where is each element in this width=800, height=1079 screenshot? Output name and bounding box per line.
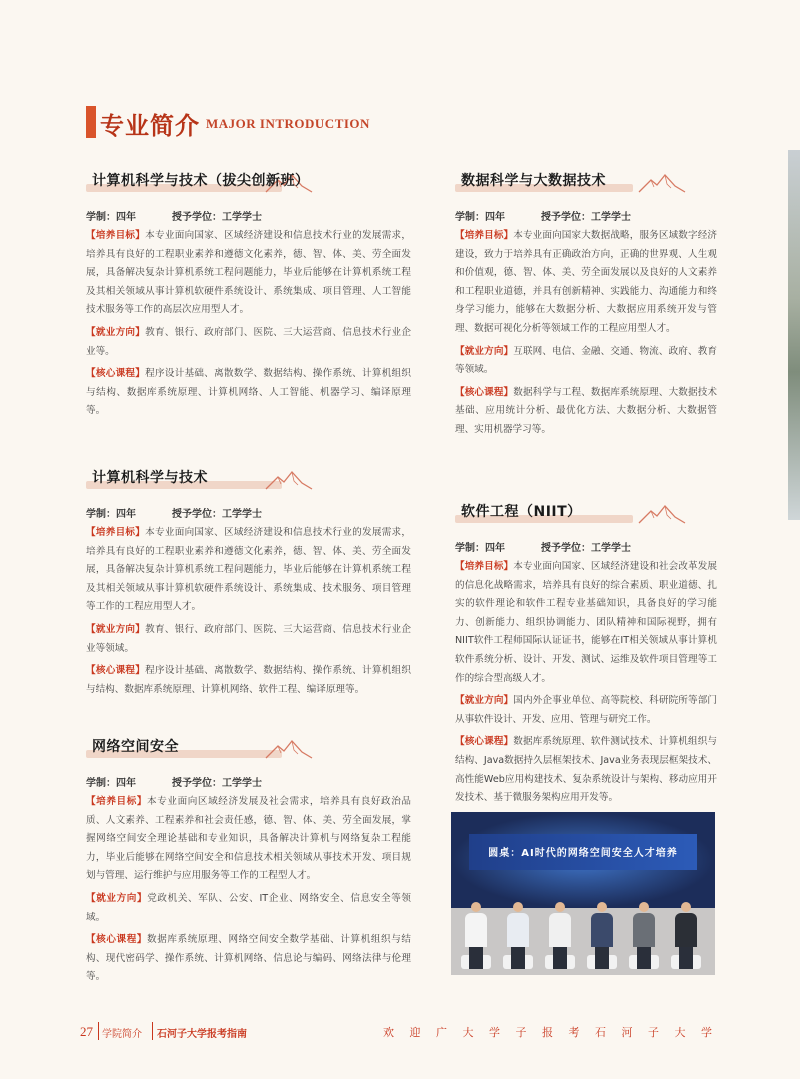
career-paragraph	[86, 621, 411, 658]
goal-tag: 【培养目标】	[86, 796, 148, 807]
panelist-figure	[633, 902, 655, 969]
duration-label: 学制：四年	[86, 212, 136, 223]
section-title: 计算机科学与技术（拔尖创新班）	[92, 173, 310, 189]
goal-text: 本专业面向区域经济发展及社会需求，培养具有良好政治品质、人文素养、工程素养和社会责任感，德、智、体、美、劳全面发展，掌握网络空间安全理论基础和专业知识，具备解决计算机与网络复杂工程能力，毕业后能够在网络空间安全和信息技术相关领域从事技术开发、项目规划与管理、运行维护与应用服务等工作的工程型人才。	[86, 796, 411, 882]
forum-banner-text: 圆桌：AI时代的网络空间安全人才培养	[488, 848, 678, 859]
courses-tag: 【核心课程】	[86, 368, 146, 380]
courses-text: 数据科学与工程、数据库系统原理、大数据技术基础、应用统计分析、最优化方法、大数据分析、大数据管理、实用机器学习等。	[455, 386, 718, 435]
header-title-en: MAJOR INTRODUCTION	[206, 116, 370, 131]
career-text: 互联网、电信、金融、交通、物流、政府、教育等领域。	[455, 345, 718, 376]
career-paragraph	[86, 890, 411, 927]
career-text: 党政机关、军队、公安、IT企业、网络安全、信息安全等领域。	[86, 892, 411, 923]
courses-text: 程序设计基础、离散数学、数据结构、操作系统、计算机组织与结构、数据库系统原理、计算机网络、软件工程、编译原理等。	[86, 665, 412, 695]
duration-label: 学制：四年	[455, 543, 505, 554]
section-title-row	[455, 168, 717, 198]
degree-label: 授予学位：工学学士	[172, 212, 262, 223]
section-title-row	[86, 734, 411, 764]
mountain-icon	[637, 172, 687, 194]
section-meta	[86, 505, 411, 520]
page-footer	[0, 1016, 800, 1046]
header-accent-bar	[86, 106, 96, 138]
major-section-cs-innovation	[86, 168, 411, 425]
major-section-software-engineering	[455, 499, 717, 812]
goal-paragraph	[455, 227, 717, 339]
duration-label: 学制：四年	[86, 778, 136, 789]
goal-tag: 【培养目标】	[86, 230, 146, 241]
courses-tag: 【核心课程】	[455, 386, 514, 398]
career-text: 教育、银行、政府部门、医院、三大运营商、信息技术行业企业等领域。	[86, 623, 412, 654]
panelist-figure	[675, 902, 697, 969]
section-title: 数据科学与大数据技术	[461, 173, 606, 189]
courses-tag: 【核心课程】	[86, 665, 146, 677]
courses-paragraph	[86, 365, 411, 421]
career-paragraph	[455, 692, 717, 729]
courses-text: 数据库系统原理、网络空间安全数学基础、计算机组织与结构、现代密码学、操作系统、计算机网络、信息论与编码、网络法律与伦理等。	[86, 934, 411, 983]
section-meta	[455, 539, 717, 554]
goal-tag: 【培养目标】	[86, 527, 146, 538]
footer-slogan: 欢迎广大学子报考石河子大学	[383, 1026, 728, 1039]
section-meta	[86, 208, 411, 223]
career-paragraph	[86, 324, 411, 361]
career-text: 国内外企事业单位、高等院校、科研院所等部门从事软件设计、开发、应用、管理与研究工作。	[455, 695, 718, 725]
panelist-figure	[591, 902, 613, 969]
footer-divider	[98, 1022, 99, 1040]
forum-banner	[469, 834, 697, 870]
goal-text: 本专业面向国家大数据战略，服务区域数字经济建设，致力于培养具有正确政治方向，正确的世界观、人生观和价值观，德、智、体、美、劳全面发展以及良好的人文素养和工程职业道德，并具有创新精神、实践能力、沟通能力和终身学习能力，能够在大数据分析、大数据应用系统开发与管理、数据可视化分析等领域工作的工程应用型人才。	[455, 230, 718, 334]
forum-photo	[451, 812, 715, 975]
courses-paragraph	[455, 384, 717, 440]
courses-paragraph	[86, 931, 411, 987]
mountain-icon	[264, 469, 314, 491]
footer-guide-title: 石河子大学报考指南	[157, 1029, 247, 1040]
goal-paragraph	[86, 524, 411, 617]
page-number: 27	[80, 1024, 93, 1039]
goal-paragraph	[86, 227, 411, 320]
footer-divider	[152, 1022, 153, 1040]
career-tag: 【就业方向】	[86, 623, 146, 635]
courses-paragraph	[455, 733, 717, 807]
section-title: 软件工程（NIIT）	[461, 504, 582, 520]
career-paragraph	[455, 343, 717, 380]
courses-tag: 【核心课程】	[86, 934, 148, 946]
section-title: 计算机科学与技术	[92, 470, 208, 486]
section-meta	[455, 208, 717, 223]
major-section-cyber-security	[86, 734, 411, 991]
duration-label: 学制：四年	[455, 212, 505, 223]
career-tag: 【就业方向】	[86, 892, 148, 904]
page-header	[86, 104, 386, 144]
header-title-cn: 专业简介	[100, 112, 200, 140]
career-tag: 【就业方向】	[455, 695, 514, 707]
side-photo-strip	[788, 150, 800, 520]
section-title: 网络空间安全	[92, 739, 179, 755]
degree-label: 授予学位：工学学士	[541, 212, 631, 223]
degree-label: 授予学位：工学学士	[541, 543, 631, 554]
degree-label: 授予学位：工学学士	[172, 778, 262, 789]
footer-section-name: 学院简介	[102, 1029, 142, 1040]
section-title-row	[86, 465, 411, 495]
panelist-figure	[465, 902, 487, 969]
degree-label: 授予学位：工学学士	[172, 509, 262, 520]
section-title-row	[455, 499, 717, 529]
major-section-cs	[86, 465, 411, 703]
section-title-row	[86, 168, 411, 198]
courses-paragraph	[86, 662, 411, 699]
section-meta	[86, 774, 411, 789]
mountain-icon	[264, 738, 314, 760]
courses-text: 程序设计基础、离散数学、数据结构、操作系统、计算机组织与结构、数据库系统原理、计算机网络、人工智能、机器学习、编译原理等。	[86, 368, 412, 417]
courses-tag: 【核心课程】	[455, 736, 514, 748]
goal-paragraph	[455, 558, 717, 688]
duration-label: 学制：四年	[86, 509, 136, 520]
goal-text: 本专业面向国家、区域经济建设和信息技术行业的发展需求，培养具有良好的工程职业素养和遵德文化素养，德、智、体、美、劳全面发展，具备解决复杂计算机系统工程问题能力，毕业后能够在计算机系统工程及其相关领域从事计算机软硬件系统设计、系统集成、技术服务、项目管理等工作的工程应用型人才。	[86, 527, 412, 613]
career-tag: 【就业方向】	[86, 326, 146, 338]
courses-text: 数据库系统原理、软件测试技术、计算机组织与结构、Java数据持久层框架技术、Java业务表现层框架技术、高性能Web应用构建技术、复杂系统设计与架构、移动应用开发技术、基于微服务架构应用开发等。	[455, 736, 718, 804]
goal-text: 本专业面向国家、区域经济建设和社会改革发展的信息化战略需求，培养具有良好的综合素质、职业道德、扎实的软件理论和软件工程专业基础知识，具备良好的学习能力、创新能力、组织协调能力、团队精神和国际视野，拥有NIIT软件工程师国际认证证书，能够在IT相关领域从事计算机软件系统分析、设计、开发、测试、运维及软件项目管理等工作的综合型高级人才。	[455, 561, 718, 684]
panelist-figure	[507, 902, 529, 969]
career-tag: 【就业方向】	[455, 345, 514, 357]
goal-text: 本专业面向国家、区域经济建设和信息技术行业的发展需求，培养具有良好的工程职业素养和遵德文化素养，德、智、体、美、劳全面发展，具备解决复杂计算机系统工程问题能力，毕业后能够在计算机系统工程及其相关领域从事计算机软硬件系统设计、系统集成、项目管理、人工智能技术服务等工作的高层次应用型人才。	[86, 230, 412, 316]
major-section-data-science	[455, 168, 717, 444]
goal-tag: 【培养目标】	[455, 230, 514, 241]
goal-paragraph	[86, 793, 411, 886]
mountain-icon	[637, 503, 687, 525]
goal-tag: 【培养目标】	[455, 561, 514, 572]
panelist-figure	[549, 902, 571, 969]
career-text: 教育、银行、政府部门、医院、三大运营商、信息技术行业企业等。	[86, 326, 412, 357]
